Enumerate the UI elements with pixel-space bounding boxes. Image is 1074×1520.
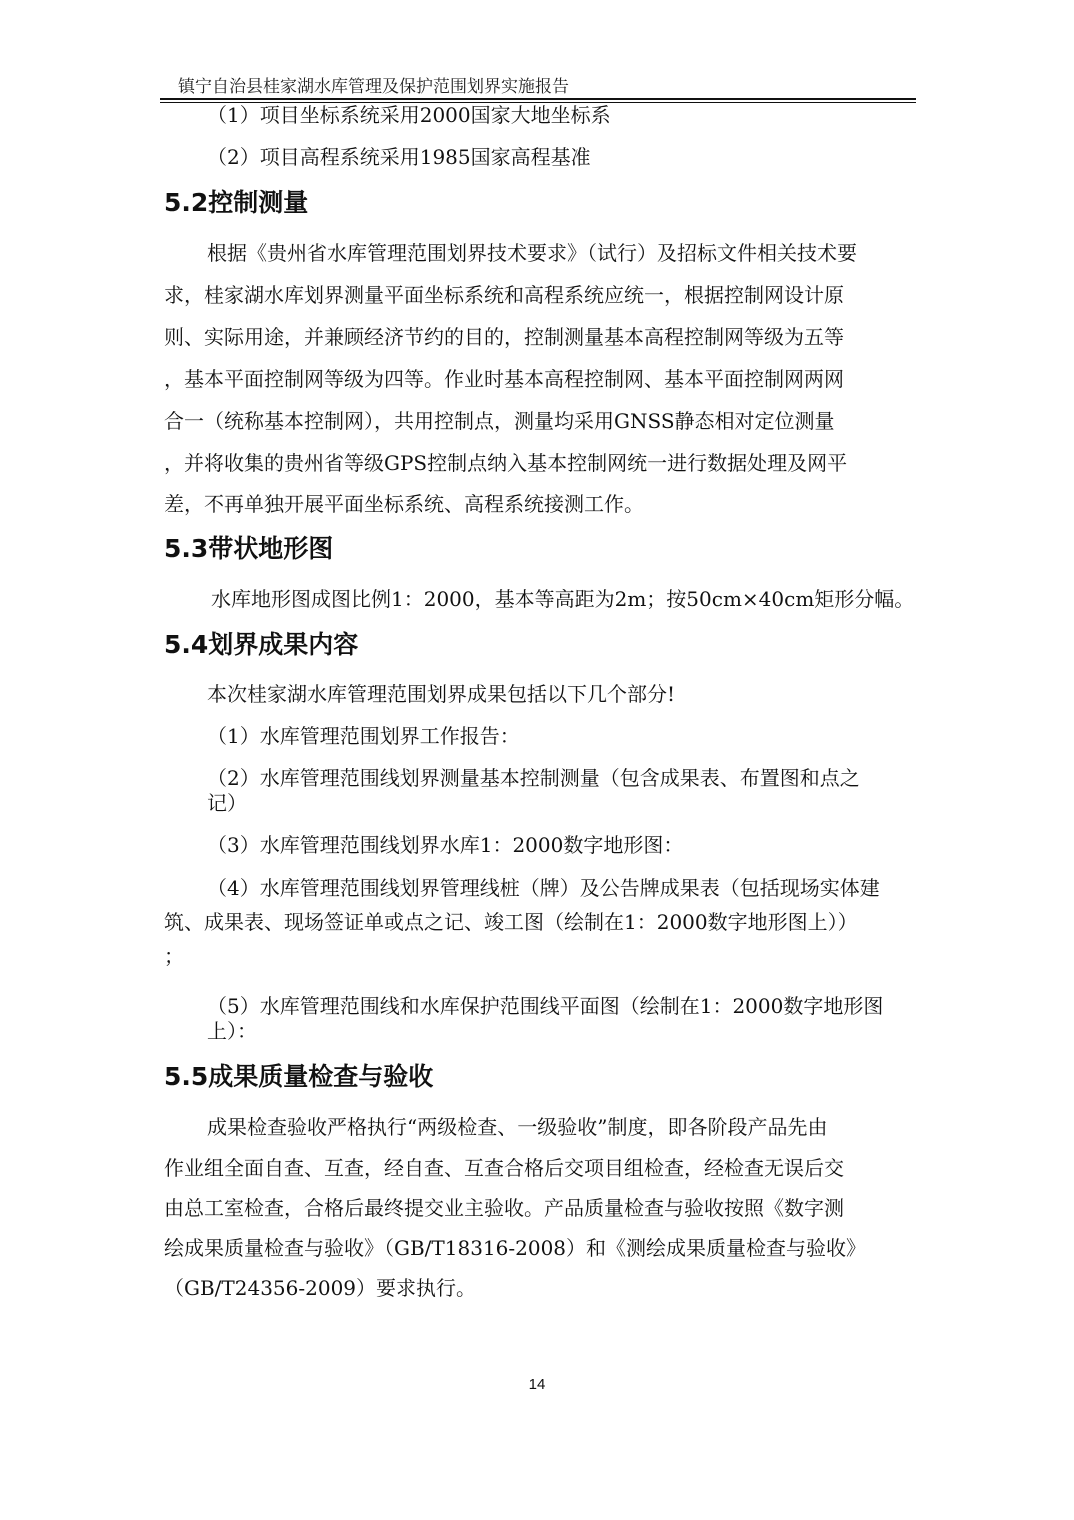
- coord-item: （2）项目高程系统采用1985国家高程基准: [207, 145, 591, 169]
- paragraph-line: ，基本平面控制网等级为四等。作业时基本高程控制网、基本平面控制网两网: [164, 367, 844, 391]
- list-item: （2）水库管理范围线划界测量基本控制测量（包含成果表、布置图和点之: [207, 766, 860, 790]
- paragraph-line: （GB/T24356-2009）要求执行。: [164, 1276, 477, 1300]
- section-intro: 本次桂家湖水库管理范围划界成果包括以下几个部分!: [207, 682, 676, 706]
- list-item: （3）水库管理范围线划界水库1：2000数字地形图：: [207, 833, 684, 857]
- section-heading-5-4: 5.4划界成果内容: [164, 630, 359, 659]
- list-item: （4）水库管理范围线划界管理线桩（牌）及公告牌成果表（包括现场实体建: [207, 876, 880, 900]
- list-item-continuation: 筑、成果表、现场签证单或点之记、竣工图（绘制在1：2000数字地形图上））: [164, 910, 858, 934]
- list-item-continuation: 记）: [207, 791, 247, 815]
- list-item: （5）水库管理范围线和水库保护范围线平面图（绘制在1：2000数字地形图: [207, 994, 884, 1018]
- paragraph-line: 根据《贵州省水库管理范围划界技术要求》（试行）及招标文件相关技术要: [207, 241, 857, 265]
- list-item-continuation: 上）：: [207, 1019, 257, 1043]
- section-heading-5-2: 5.2控制测量: [164, 188, 309, 217]
- running-header: 镇宁自治县桂家湖水库管理及保护范围划界实施报告: [178, 77, 569, 97]
- header-rule: [160, 98, 916, 100]
- paragraph-line: 求，桂家湖水库划界测量平面坐标系统和高程系统应统一，根据控制网设计原: [164, 283, 844, 307]
- paragraph-line: ，并将收集的贵州省等级GPS控制点纳入基本控制网统一进行数据处理及网平: [164, 451, 848, 475]
- section-heading-5-5: 5.5成果质量检查与验收: [164, 1062, 434, 1091]
- list-item-continuation: ；: [164, 944, 184, 968]
- section-heading-5-3: 5.3带状地形图: [164, 534, 334, 563]
- paragraph-line: 合一（统称基本控制网），共用控制点，测量均采用GNSS静态相对定位测量: [164, 409, 835, 433]
- coord-item: （1）项目坐标系统采用2000国家大地坐标系: [207, 103, 611, 127]
- paragraph-line: 水库地形图成图比例1：2000，基本等高距为2m；按50cm×40cm矩形分幅。: [211, 587, 915, 611]
- paragraph-line: 则、实际用途，并兼顾经济节约的目的，控制测量基本高程控制网等级为五等: [164, 325, 844, 349]
- paragraph-line: 作业组全面自查、互查，经自查、互查合格后交项目组检查，经检查无误后交: [164, 1156, 844, 1180]
- paragraph-line: 差，不再单独开展平面坐标系统、高程系统接测工作。: [164, 492, 644, 516]
- paragraph-line: 成果检查验收严格执行“两级检查、一级验收”制度，即各阶段产品先由: [207, 1115, 828, 1139]
- paragraph-line: 绘成果质量检查与验收》（GB/T18316-2008）和《测绘成果质量检查与验收》: [164, 1236, 867, 1260]
- paragraph-line: 由总工室检查，合格后最终提交业主验收。产品质量检查与验收按照《数字测: [164, 1196, 844, 1220]
- page-number: 14: [528, 1376, 546, 1393]
- list-item: （1）水库管理范围划界工作报告：: [207, 724, 520, 748]
